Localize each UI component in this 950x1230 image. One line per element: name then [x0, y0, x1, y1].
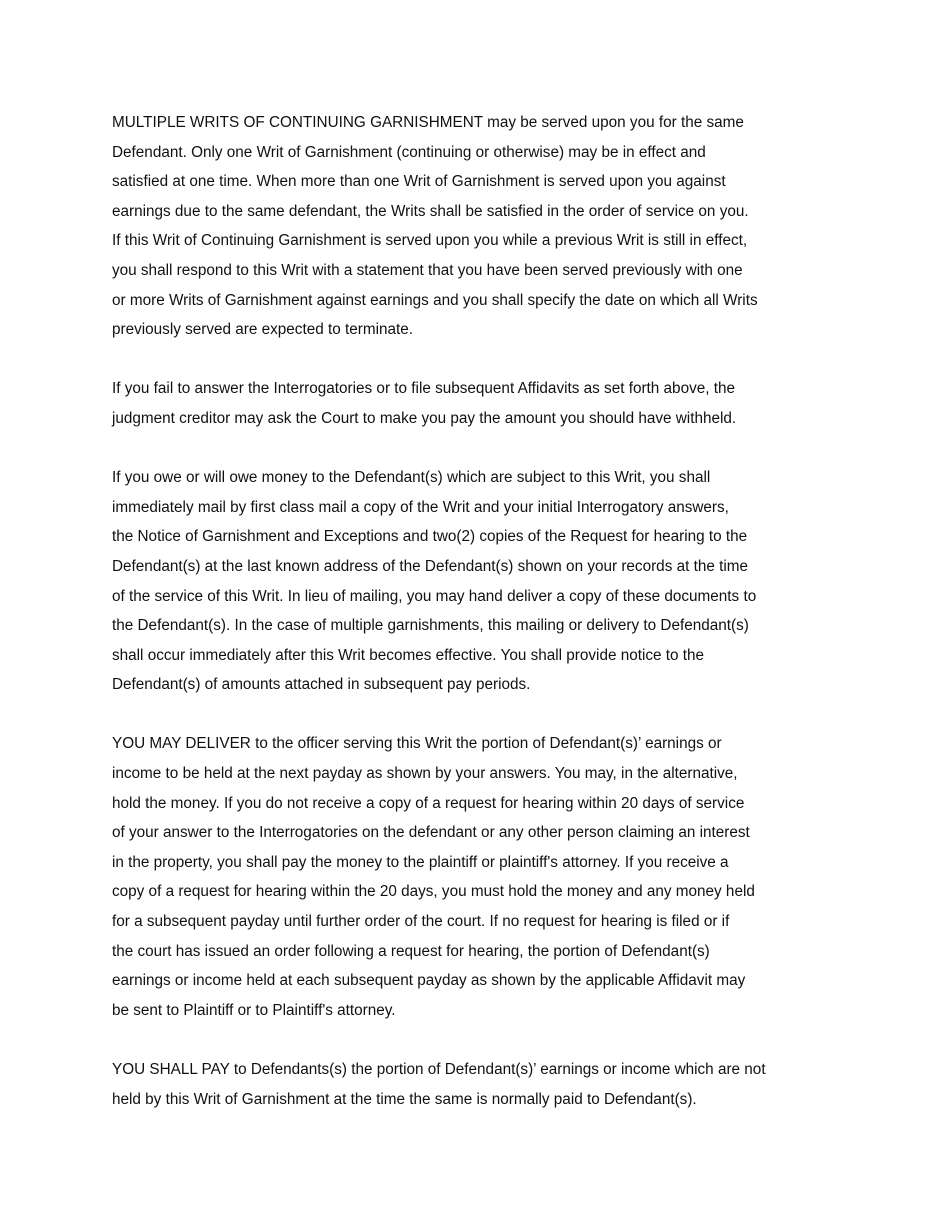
text-line: for a subsequent payday until further order of the court. If no request for hearing is filed or if: [112, 913, 730, 931]
text-line: held by this Writ of Garnishment at the time the same is normally paid to Defendant(s).: [112, 1090, 697, 1108]
text-line: immediately mail by first class mail a copy of the Writ and your initial Interrogatory answers,: [112, 498, 729, 516]
paragraph-you-may-deliver: [112, 729, 842, 1025]
text-line: MULTIPLE WRITS OF CONTINUING GARNISHMENT may be served upon you for the same: [112, 114, 744, 131]
text-line: income to be held at the next payday as shown by your answers. You may, in the alternative,: [112, 765, 738, 783]
text-line: the Notice of Garnishment and Exceptions and two(2) copies of the Request for hearing to the: [112, 528, 748, 546]
text-line: If you owe or will owe money to the Defendant(s) which are subject to this Writ, you shall: [112, 469, 711, 487]
text-line: Defendant. Only one Writ of Garnishment (continuing or otherwise) may be in effect and: [112, 143, 706, 161]
paragraph-mailing-notice: [112, 463, 842, 700]
text-line: hold the money. If you do not receive a copy of a request for hearing within 20 days of service: [112, 794, 745, 812]
text-line: satisfied at one time. When more than one Writ of Garnishment is served upon you against: [112, 173, 726, 191]
paragraph-failure-to-answer: [112, 374, 842, 433]
text-line: Defendant(s) of amounts attached in subsequent pay periods.: [112, 676, 531, 694]
text-line: judgment creditor may ask the Court to make you pay the amount you should have withheld.: [112, 409, 737, 427]
text-line: or more Writs of Garnishment against earnings and you shall specify the date on which all Writs: [112, 291, 758, 309]
text-line: earnings or income held at each subsequent payday as shown by the applicable Affidavit may: [112, 972, 746, 990]
document-body: [112, 108, 842, 1144]
text-line: be sent to Plaintiff or to Plaintiff's attorney.: [112, 1001, 396, 1019]
text-line: you shall respond to this Writ with a statement that you have been served previously with one: [112, 261, 743, 279]
text-line: If this Writ of Continuing Garnishment is served upon you while a previous Writ is still in effect,: [112, 232, 748, 250]
paragraph-you-shall-pay: [112, 1055, 842, 1114]
text-line: earnings due to the same defendant, the Writs shall be satisfied in the order of service on you.: [112, 202, 749, 220]
text-line: in the property, you shall pay the money to the plaintiff or plaintiff's attorney. If you receive a: [112, 853, 729, 871]
text-line: If you fail to answer the Interrogatories or to file subsequent Affidavits as set forth above, the: [112, 380, 735, 398]
text-line: YOU MAY DELIVER to the officer serving this Writ the portion of Defendant(s)’ earnings or: [112, 735, 722, 753]
text-line: of your answer to the Interrogatories on the defendant or any other person claiming an interest: [112, 824, 750, 842]
text-line: the Defendant(s). In the case of multiple garnishments, this mailing or delivery to Defendant(s): [112, 617, 749, 635]
text-line: the court has issued an order following a request for hearing, the portion of Defendant(s): [112, 942, 710, 960]
text-line: Defendant(s) at the last known address of the Defendant(s) shown on your records at the time: [112, 557, 749, 575]
text-line: YOU SHALL PAY to Defendants(s) the portion of Defendant(s)’ earnings or income which are not: [112, 1061, 766, 1078]
text-line: of the service of this Writ. In lieu of mailing, you may hand deliver a copy of these documents to: [112, 587, 757, 605]
text-line: previously served are expected to terminate.: [112, 321, 413, 339]
paragraph-multiple-writs: [112, 108, 842, 345]
text-line: shall occur immediately after this Writ becomes effective. You shall provide notice to the: [112, 646, 705, 664]
text-line: copy of a request for hearing within the 20 days, you must hold the money and any money held: [112, 883, 755, 901]
